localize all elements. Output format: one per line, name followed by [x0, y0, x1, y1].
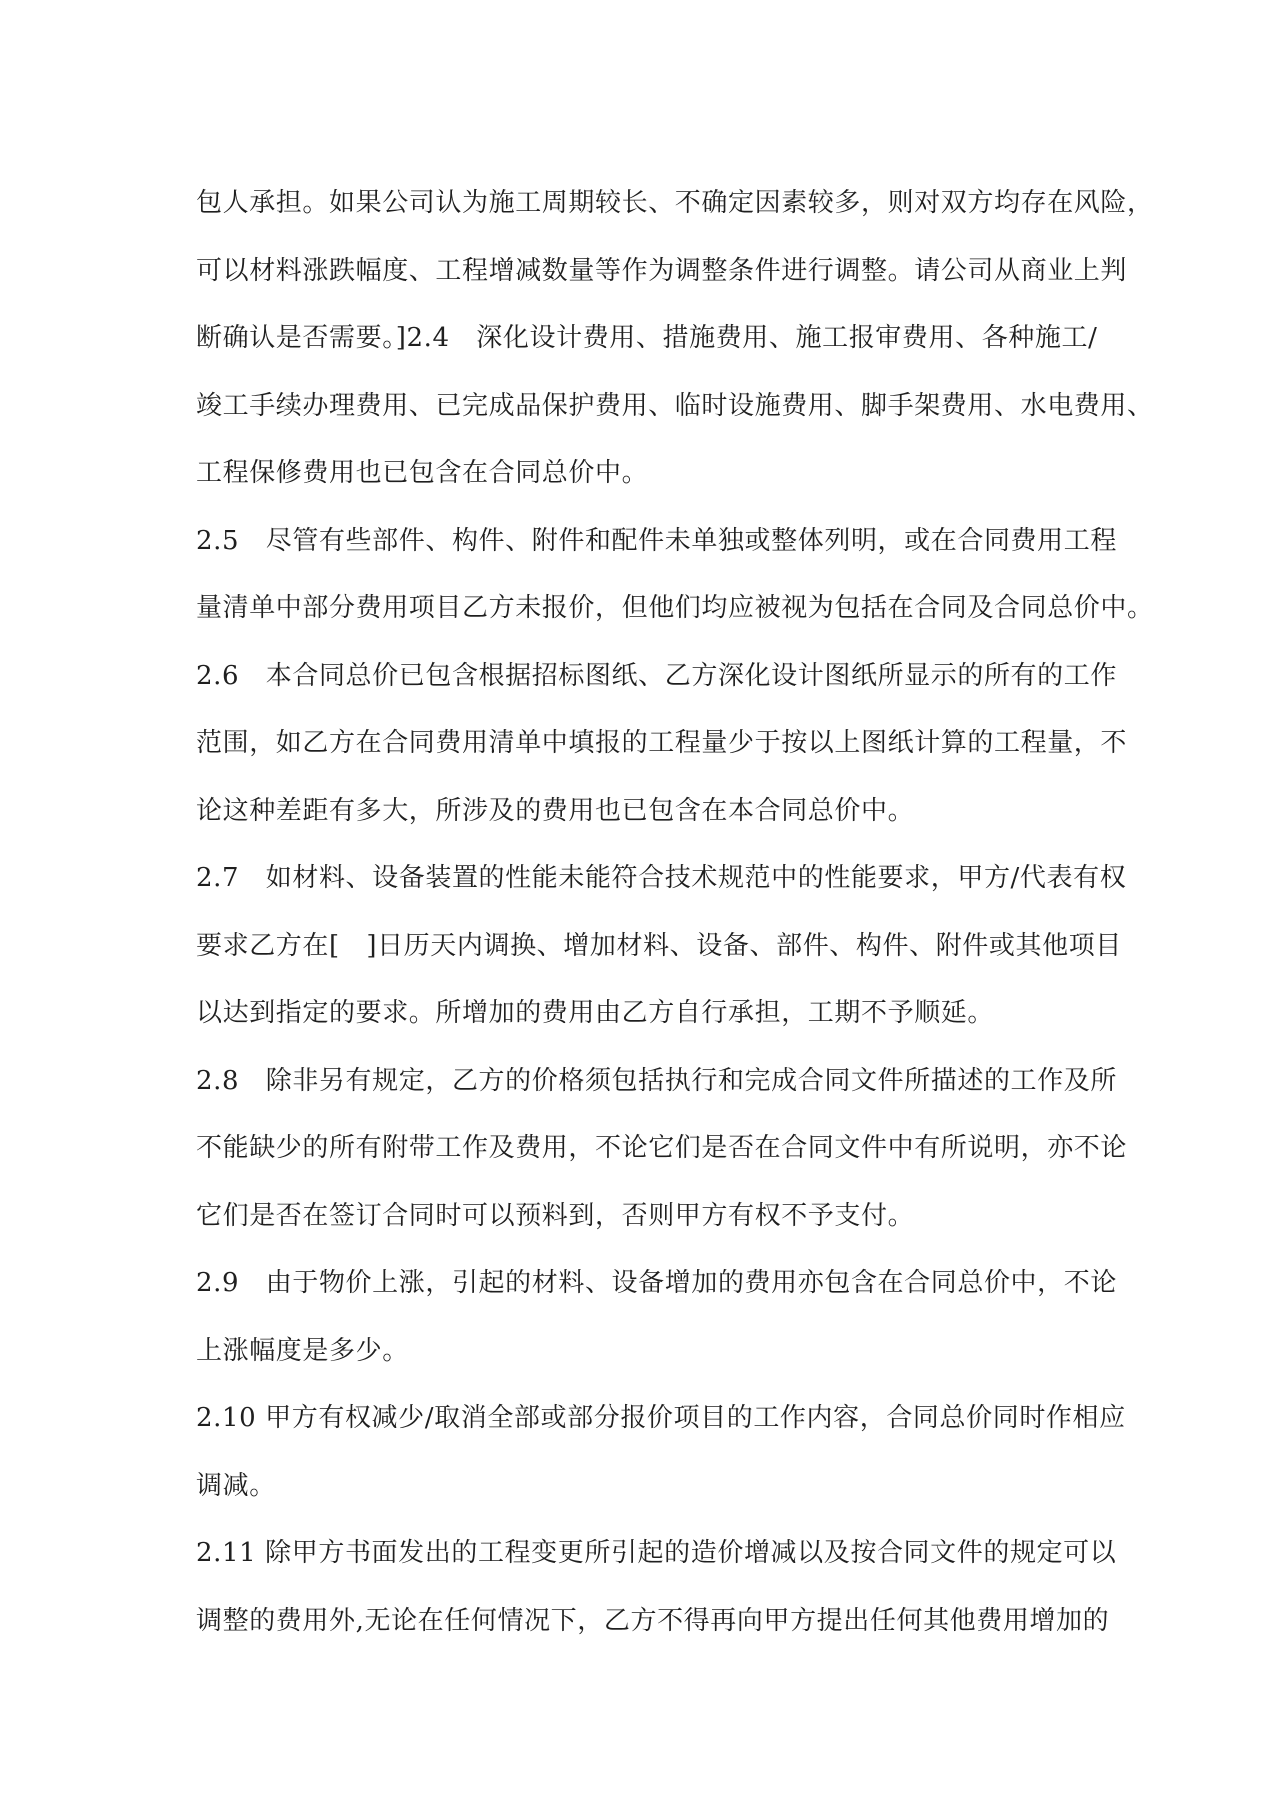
text-line: 断确认是否需要。]2.4 深化设计费用、措施费用、施工报审费用、各种施工/	[196, 323, 1098, 353]
text-line: 调整的费用外,无论在任何情况下，乙方不得再向甲方提出任何其他费用增加的	[196, 1605, 1110, 1636]
text-line: 论这种差距有多大，所涉及的费用也已包含在本合同总价中。	[196, 795, 915, 826]
text-line: 可以材料涨跌幅度、工程增减数量等作为调整条件进行调整。请公司从商业上判	[196, 255, 1128, 286]
text-line: 它们是否在签订合同时可以预料到，否则甲方有权不予支付。	[196, 1200, 915, 1231]
text-line: 2.8 除非另有规定，乙方的价格须包括执行和完成合同文件所描述的工作及所	[196, 1065, 1117, 1096]
text-line: 要求乙方在[ ]日历天内调换、增加材料、设备、部件、构件、附件或其他项目	[196, 930, 1122, 961]
text-line: 2.11 除甲方书面发出的工程变更所引起的造价增减以及按合同文件的规定可以	[196, 1538, 1117, 1568]
text-line: 量清单中部分费用项目乙方未报价，但他们均应被视为包括在合同及合同总价中。	[196, 593, 1154, 623]
text-line: 竣工手续办理费用、已完成品保护费用、临时设施费用、脚手架费用、水电费用、	[196, 390, 1154, 421]
text-line: 工程保修费用也已包含在合同总价中。	[196, 458, 649, 488]
text-line: 范围，如乙方在合同费用清单中填报的工程量少于按以上图纸计算的工程量，不	[196, 728, 1128, 758]
text-line: 不能缺少的所有附带工作及费用，不论它们是否在合同文件中有所说明，亦不论	[196, 1133, 1128, 1163]
text-line: 调减。	[196, 1470, 276, 1501]
text-line: 上涨幅度是多少。	[196, 1335, 409, 1366]
text-line: 2.6 本合同总价已包含根据招标图纸、乙方深化设计图纸所显示的所有的工作	[196, 660, 1117, 691]
text-line: 包人承担。如果公司认为施工周期较长、不确定因素较多，则对双方均存在风险，	[196, 188, 1154, 218]
text-line: 2.5 尽管有些部件、构件、附件和配件未单独或整体列明，或在合同费用工程	[196, 525, 1117, 556]
text-line: 2.9 由于物价上涨，引起的材料、设备增加的费用亦包含在合同总价中，不论	[196, 1268, 1117, 1298]
text-line: 以达到指定的要求。所增加的费用由乙方自行承担，工期不予顺延。	[196, 998, 995, 1028]
text-line: 2.7 如材料、设备装置的性能未能符合技术规范中的性能要求，甲方/代表有权	[196, 863, 1127, 893]
document-body	[196, 170, 1154, 1655]
text-line: 2.10 甲方有权减少/取消全部或部分报价项目的工作内容，合同总价同时作相应	[196, 1403, 1126, 1433]
